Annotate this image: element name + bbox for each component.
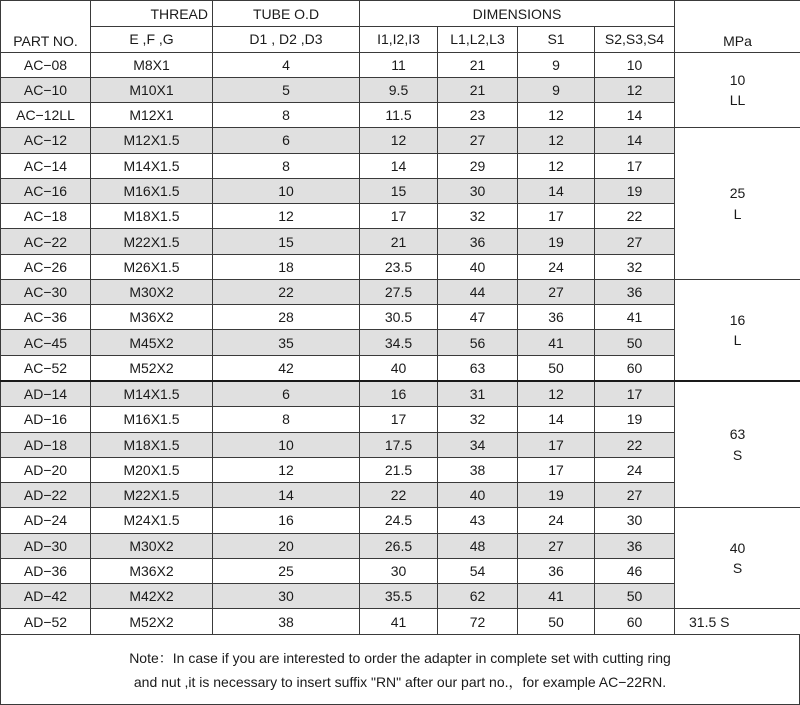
cell-thread: M8X1 (91, 52, 213, 77)
cell-dim-l: 34.5 (360, 330, 438, 355)
cell-dim-s1: 36 (518, 558, 595, 583)
pressure-value: 16 (729, 311, 746, 328)
cell-thread: M14X1.5 (91, 153, 213, 178)
cell-tube-od: 18 (213, 254, 360, 279)
cell-thread: M42X2 (91, 584, 213, 609)
cell-tube-od: 12 (213, 204, 360, 229)
note-line-1: Note：In case if you are interested to order the adapter in complete set with cutting ring (129, 649, 671, 666)
cell-part-no: AC−30 (1, 279, 91, 304)
table-row (1, 609, 800, 635)
cell-dim-L: 32 (438, 407, 518, 432)
pressure-value: 40 (729, 540, 746, 557)
cell-dim-l: 14 (360, 153, 438, 178)
cell-part-no: AC−36 (1, 305, 91, 330)
cell-dim-s1: 17 (518, 457, 595, 482)
header-tube-od-sub: D1 , D2 ,D3 (213, 27, 360, 52)
note-line-2: and nut ,it is necessary to insert suffix "RN" after our part no.，for example AC−22RN. (133, 673, 667, 690)
cell-dim-s: 14 (595, 103, 675, 128)
cell-dim-l: 23.5 (360, 254, 438, 279)
cell-dim-L: 54 (438, 558, 518, 583)
cell-dim-l: 12 (360, 128, 438, 153)
cell-tube-od: 4 (213, 52, 360, 77)
cell-dim-s: 60 (595, 609, 675, 635)
cell-dim-L: 72 (438, 609, 518, 635)
header-tube-od: TUBE O.D (213, 1, 360, 27)
cell-part-no: AC−14 (1, 153, 91, 178)
cell-part-no: AC−18 (1, 204, 91, 229)
cell-thread: M12X1 (91, 103, 213, 128)
cell-dim-s1: 19 (518, 483, 595, 508)
cell-dim-s1: 27 (518, 533, 595, 558)
cell-dim-s1: 14 (518, 178, 595, 203)
cell-dim-L: 27 (438, 128, 518, 153)
table-row (1, 128, 800, 153)
cell-part-no: AD−36 (1, 558, 91, 583)
cell-dim-L: 44 (438, 279, 518, 304)
header-mpa: MPa (675, 1, 800, 53)
cell-dim-L: 29 (438, 153, 518, 178)
cell-thread: M20X1.5 (91, 457, 213, 482)
cell-dim-l: 17.5 (360, 432, 438, 457)
cell-tube-od: 6 (213, 381, 360, 407)
cell-dim-L: 31 (438, 381, 518, 407)
cell-tube-od: 42 (213, 355, 360, 381)
cell-dim-l: 35.5 (360, 584, 438, 609)
cell-dim-s1: 27 (518, 279, 595, 304)
cell-part-no: AC−52 (1, 355, 91, 381)
cell-dim-s1: 12 (518, 381, 595, 407)
cell-dim-s1: 17 (518, 432, 595, 457)
header-part-no: PART NO. (1, 1, 91, 53)
cell-tube-od: 8 (213, 407, 360, 432)
cell-dim-s1: 19 (518, 229, 595, 254)
cell-dim-L: 43 (438, 508, 518, 533)
cell-dim-s: 50 (595, 584, 675, 609)
cell-dim-l: 27.5 (360, 279, 438, 304)
pressure-class: L (733, 331, 742, 348)
cell-thread: M14X1.5 (91, 381, 213, 407)
cell-thread: M26X1.5 (91, 254, 213, 279)
pressure-cell (675, 279, 800, 381)
cell-tube-od: 25 (213, 558, 360, 583)
cell-dim-L: 47 (438, 305, 518, 330)
cell-tube-od: 38 (213, 609, 360, 635)
cell-dim-L: 56 (438, 330, 518, 355)
cell-part-no: AC−16 (1, 178, 91, 203)
cell-dim-L: 23 (438, 103, 518, 128)
pressure-class: LL (729, 91, 746, 108)
cell-thread: M18X1.5 (91, 204, 213, 229)
cell-dim-s: 36 (595, 533, 675, 558)
cell-dim-s: 36 (595, 279, 675, 304)
cell-dim-s: 17 (595, 381, 675, 407)
table-row (1, 381, 800, 407)
cell-dim-L: 34 (438, 432, 518, 457)
cell-tube-od: 6 (213, 128, 360, 153)
cell-tube-od: 20 (213, 533, 360, 558)
cell-dim-l: 30 (360, 558, 438, 583)
cell-dim-s: 14 (595, 128, 675, 153)
cell-part-no: AC−22 (1, 229, 91, 254)
cell-thread: M22X1.5 (91, 229, 213, 254)
pressure-value: 10 (729, 71, 746, 88)
cell-dim-l: 16 (360, 381, 438, 407)
cell-thread: M18X1.5 (91, 432, 213, 457)
cell-dim-L: 36 (438, 229, 518, 254)
cell-thread: M10X1 (91, 77, 213, 102)
cell-dim-s1: 41 (518, 584, 595, 609)
header-dim-L: L1,L2,L3 (438, 27, 518, 52)
cell-dim-s: 22 (595, 432, 675, 457)
cell-tube-od: 28 (213, 305, 360, 330)
cell-part-no: AC−12 (1, 128, 91, 153)
cell-part-no: AD−52 (1, 609, 91, 635)
cell-dim-s: 32 (595, 254, 675, 279)
pressure-cell (675, 128, 800, 280)
pressure-value: 63 (729, 426, 746, 443)
cell-tube-od: 22 (213, 279, 360, 304)
cell-thread: M30X2 (91, 279, 213, 304)
pressure-class: S (732, 560, 743, 577)
pressure-cell (675, 52, 800, 128)
cell-dim-s: 30 (595, 508, 675, 533)
cell-dim-s1: 50 (518, 609, 595, 635)
cell-part-no: AD−20 (1, 457, 91, 482)
cell-tube-od: 35 (213, 330, 360, 355)
cell-tube-od: 16 (213, 508, 360, 533)
cell-dim-L: 40 (438, 254, 518, 279)
cell-thread: M36X2 (91, 558, 213, 583)
cell-dim-L: 21 (438, 77, 518, 102)
header-dim-s: S2,S3,S4 (595, 27, 675, 52)
cell-thread: M16X1.5 (91, 178, 213, 203)
cell-part-no: AD−16 (1, 407, 91, 432)
cell-thread: M16X1.5 (91, 407, 213, 432)
cell-dim-L: 62 (438, 584, 518, 609)
cell-dim-s: 60 (595, 355, 675, 381)
cell-dim-s: 50 (595, 330, 675, 355)
cell-dim-s: 46 (595, 558, 675, 583)
cell-tube-od: 30 (213, 584, 360, 609)
cell-tube-od: 8 (213, 153, 360, 178)
cell-part-no: AC−10 (1, 77, 91, 102)
cell-dim-s1: 36 (518, 305, 595, 330)
cell-dim-l: 22 (360, 483, 438, 508)
cell-thread: M45X2 (91, 330, 213, 355)
cell-tube-od: 5 (213, 77, 360, 102)
pressure-value: 31.5 S (689, 613, 730, 630)
header-row-top (1, 1, 800, 27)
note-box (0, 635, 800, 705)
cell-dim-s1: 24 (518, 254, 595, 279)
cell-tube-od: 14 (213, 483, 360, 508)
cell-dim-l: 21 (360, 229, 438, 254)
cell-thread: M30X2 (91, 533, 213, 558)
cell-dim-s1: 9 (518, 77, 595, 102)
cell-part-no: AD−30 (1, 533, 91, 558)
cell-tube-od: 10 (213, 432, 360, 457)
table-row (1, 52, 800, 77)
cell-part-no: AC−26 (1, 254, 91, 279)
header-thread-sub: E ,F ,G (91, 27, 213, 52)
cell-dim-L: 30 (438, 178, 518, 203)
table-row (1, 279, 800, 304)
cell-part-no: AD−22 (1, 483, 91, 508)
cell-dim-l: 24.5 (360, 508, 438, 533)
cell-thread: M24X1.5 (91, 508, 213, 533)
cell-dim-L: 63 (438, 355, 518, 381)
cell-dim-s1: 12 (518, 153, 595, 178)
cell-dim-l: 21.5 (360, 457, 438, 482)
cell-dim-s: 12 (595, 77, 675, 102)
cell-dim-s: 24 (595, 457, 675, 482)
cell-thread: M36X2 (91, 305, 213, 330)
pressure-class: S (732, 446, 743, 463)
pressure-class: L (733, 205, 742, 222)
cell-dim-L: 38 (438, 457, 518, 482)
cell-dim-s1: 17 (518, 204, 595, 229)
cell-tube-od: 8 (213, 103, 360, 128)
cell-dim-s: 10 (595, 52, 675, 77)
cell-part-no: AD−14 (1, 381, 91, 407)
cell-dim-s: 27 (595, 483, 675, 508)
cell-dim-l: 40 (360, 355, 438, 381)
cell-dim-s: 41 (595, 305, 675, 330)
cell-tube-od: 10 (213, 178, 360, 203)
cell-dim-s1: 50 (518, 355, 595, 381)
cell-dim-s1: 24 (518, 508, 595, 533)
cell-dim-l: 30.5 (360, 305, 438, 330)
cell-dim-s: 22 (595, 204, 675, 229)
cell-dim-l: 17 (360, 204, 438, 229)
header-dim-l: I1,I2,I3 (360, 27, 438, 52)
cell-dim-l: 11.5 (360, 103, 438, 128)
cell-tube-od: 12 (213, 457, 360, 482)
cell-dim-s1: 12 (518, 103, 595, 128)
cell-thread: M22X1.5 (91, 483, 213, 508)
cell-dim-L: 40 (438, 483, 518, 508)
pressure-value: 25 (729, 185, 746, 202)
header-dim-s1: S1 (518, 27, 595, 52)
cell-part-no: AD−18 (1, 432, 91, 457)
cell-dim-l: 11 (360, 52, 438, 77)
cell-part-no: AC−45 (1, 330, 91, 355)
cell-dim-l: 26.5 (360, 533, 438, 558)
cell-dim-L: 48 (438, 533, 518, 558)
pressure-cell (675, 508, 800, 609)
cell-dim-l: 17 (360, 407, 438, 432)
cell-dim-s: 19 (595, 178, 675, 203)
cell-part-no: AD−24 (1, 508, 91, 533)
cell-dim-l: 9.5 (360, 77, 438, 102)
header-thread: THREAD (91, 1, 213, 27)
header-dimensions: DIMENSIONS (360, 1, 675, 27)
cell-dim-s1: 12 (518, 128, 595, 153)
cell-tube-od: 15 (213, 229, 360, 254)
pressure-cell (675, 381, 800, 508)
cell-dim-s1: 41 (518, 330, 595, 355)
cell-thread: M52X2 (91, 355, 213, 381)
cell-dim-s: 17 (595, 153, 675, 178)
cell-part-no: AC−08 (1, 52, 91, 77)
cell-dim-s1: 9 (518, 52, 595, 77)
cell-thread: M52X2 (91, 609, 213, 635)
cell-thread: M12X1.5 (91, 128, 213, 153)
cell-dim-s1: 14 (518, 407, 595, 432)
cell-dim-s: 27 (595, 229, 675, 254)
cell-dim-L: 32 (438, 204, 518, 229)
cell-dim-l: 15 (360, 178, 438, 203)
cell-dim-L: 21 (438, 52, 518, 77)
cell-dim-s: 19 (595, 407, 675, 432)
pressure-cell (675, 609, 800, 635)
table-row (1, 508, 800, 533)
cell-part-no: AD−42 (1, 584, 91, 609)
cell-part-no: AC−12LL (1, 103, 91, 128)
cell-dim-l: 41 (360, 609, 438, 635)
